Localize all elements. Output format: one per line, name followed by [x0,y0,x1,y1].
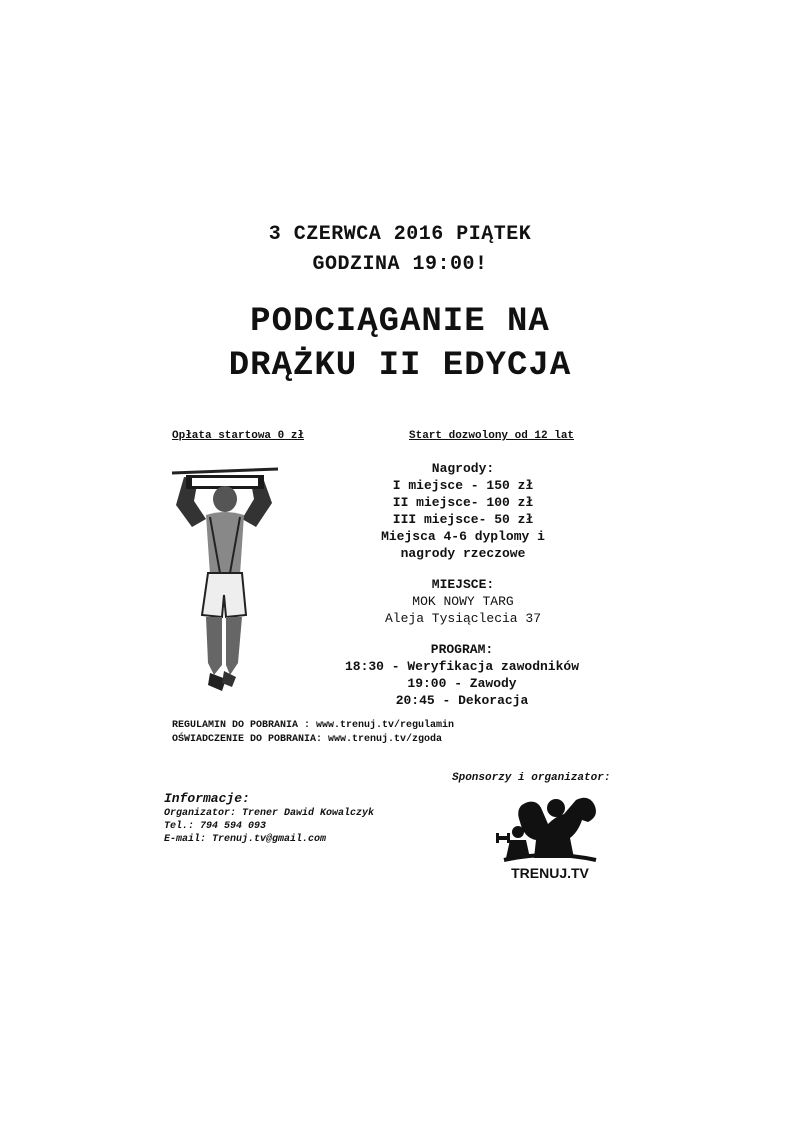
prize-item: nagrody rzeczowe [400,546,526,561]
program-block [310,641,614,709]
prizes-header: Nagrody: [431,461,495,476]
info-header: Informacje: [164,791,250,806]
prize-item: I miejsce - 150 zł [392,478,534,493]
strongman-logo-icon [490,792,610,882]
venue-header: MIEJSCE: [431,577,495,592]
info-organizer: Organizator: Trener Dawid Kowalczyk [164,808,375,819]
info-block [164,791,374,846]
title-line-1: PODCIĄGANIE NA [250,303,550,341]
logo-text: TRENUJ.TV [511,865,589,881]
prize-item: Miejsca 4-6 dyplomy i [381,529,545,544]
venue-address: Aleja Tysiąclecia 37 [384,611,542,626]
event-time: GODZINA 19:00! [312,253,488,276]
consent-link[interactable]: OŚWIADCZENIE DO POBRANIA: www.trenuj.tv/zgoda [172,734,443,745]
event-title [0,300,800,388]
program-item: 18:30 - Weryfikacja zawodników [344,659,580,674]
pull-up-athlete-icon [170,465,280,695]
info-phone: Tel.: 794 594 093 [164,821,267,832]
download-links [172,719,454,747]
event-date-block [0,220,800,280]
venue-block [333,576,593,627]
entry-age: Start dozwolony od 12 lat [409,430,575,442]
prize-item: II miejsce- 100 zł [392,495,534,510]
program-item: 19:00 - Zawody [407,676,517,691]
event-date: 3 CZERWCA 2016 PIĄTEK [268,223,532,246]
venue-name: MOK NOWY TARG [412,594,514,609]
prize-item: III miejsce- 50 zł [392,512,534,527]
info-email[interactable]: E-mail: Trenuj.tv@gmail.com [164,834,327,845]
title-line-2: DRĄŻKU II EDYCJA [228,347,572,385]
program-item: 20:45 - Dekoracja [395,693,529,708]
rules-link[interactable]: REGULAMIN DO POBRANIA : www.trenuj.tv/regulamin [172,720,455,731]
prizes-block [333,460,593,562]
entry-fee: Opłata startowa 0 zł [172,430,305,442]
sponsors-label: Sponsorzy i organizator: [452,772,611,784]
program-header: PROGRAM: [430,642,494,657]
